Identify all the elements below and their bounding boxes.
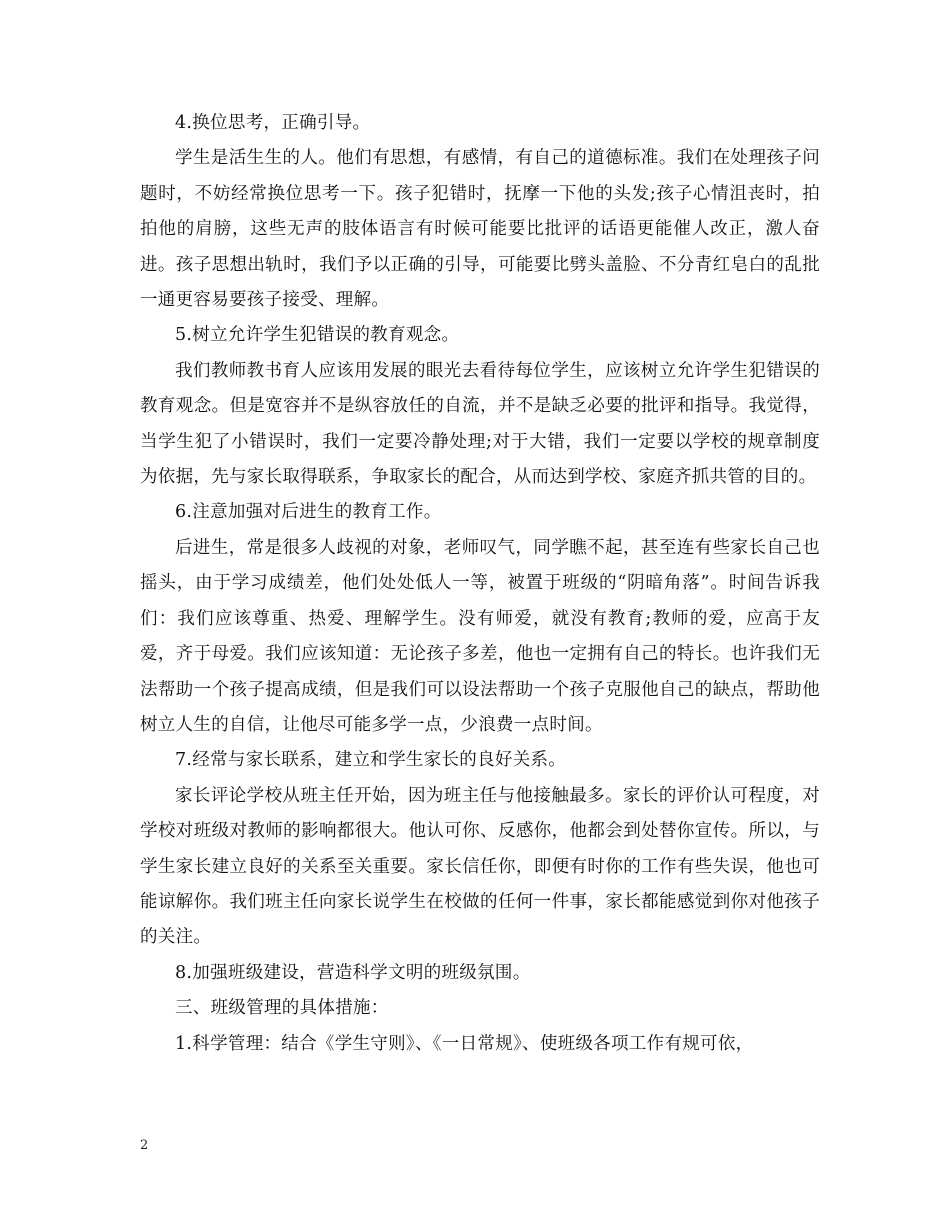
section-heading-7: 7.经常与家长联系，建立和学生家长的良好关系。 <box>175 750 567 771</box>
page-number: 2 <box>140 1138 149 1153</box>
section-heading-4: 4.换位思考，正确引导。 <box>175 113 371 133</box>
section-heading-6: 6.注意加强对后进生的教育工作。 <box>175 502 442 523</box>
section-heading-8: 8.加强班级建设，营造科学文明的班级氛围。 <box>175 962 531 983</box>
paragraph-7: 家长评论学校从班主任开始，因为班主任与他接触最多。家长的评价认可程度，对学校对班级对教师的影响都很大。他认可你、反感你，他都会到处替你宣传。所以，与学生家长建立良好的关系至关重要。家长信任你，即便有时你的工作有些失误，他也可能谅解你。我们班主任向家长说学生在校做的任何一件事，家长都能感觉到你对他孩子的关注。 <box>140 785 820 948</box>
paragraph-4: 学生是活生生的人。他们有思想，有感情，有自己的道德标准。我们在处理孩子问题时，不妨经常换位思考一下。孩子犯错时，抚摩一下他的头发;孩子心情沮丧时，拍拍他的肩膀，这些无声的肢体语言有时候可能要比批评的话语更能催人改正，激人奋进。孩子思想出轨时，我们予以正确的引导，可能要比劈头盖脸、不分青红皂白的乱批一通更容易要孩子接受、理解。 <box>140 148 820 311</box>
section-heading-5: 5.树立允许学生犯错误的教育观念。 <box>175 325 460 346</box>
section-heading-3: 三、班级管理的具体措施： <box>175 998 389 1019</box>
paragraph-6: 后进生，常是很多人歧视的对象，老师叹气，同学瞧不起，甚至连有些家长自己也摇头，由于学习成绩差，他们处处低人一等，被置于班级的“阴暗角落”。时间告诉我们：我们应该尊重、热爱、理解学生。没有师爱，就没有教育;教师的爱，应高于友爱，齐于母爱。我们应该知道：无论孩子多差，他也一定拥有自己的特长。也许我们无法帮助一个孩子提高成绩，但是我们可以设法帮助一个孩子克服他自己的缺点，帮助他树立人生的自信，让他尽可能多学一点，少浪费一点时间。 <box>140 537 820 735</box>
paragraph-measures: 1.科学管理：结合《学生守则》、《一日常规》、使班级各项工作有规可依， <box>175 1033 754 1054</box>
paragraph-5: 我们教师教书育人应该用发展的眼光去看待每位学生，应该树立允许学生犯错误的教育观念。但是宽容并不是纵容放任的自流，并不是缺乏必要的批评和指导。我觉得，当学生犯了小错误时，我们一定要冷静处理;对于大错，我们一定要以学校的规章制度为依据，先与家长取得联系，争取家长的配合，从而达到学校、家庭齐抓共管的目的。 <box>140 360 820 488</box>
document-body <box>140 106 820 1062</box>
